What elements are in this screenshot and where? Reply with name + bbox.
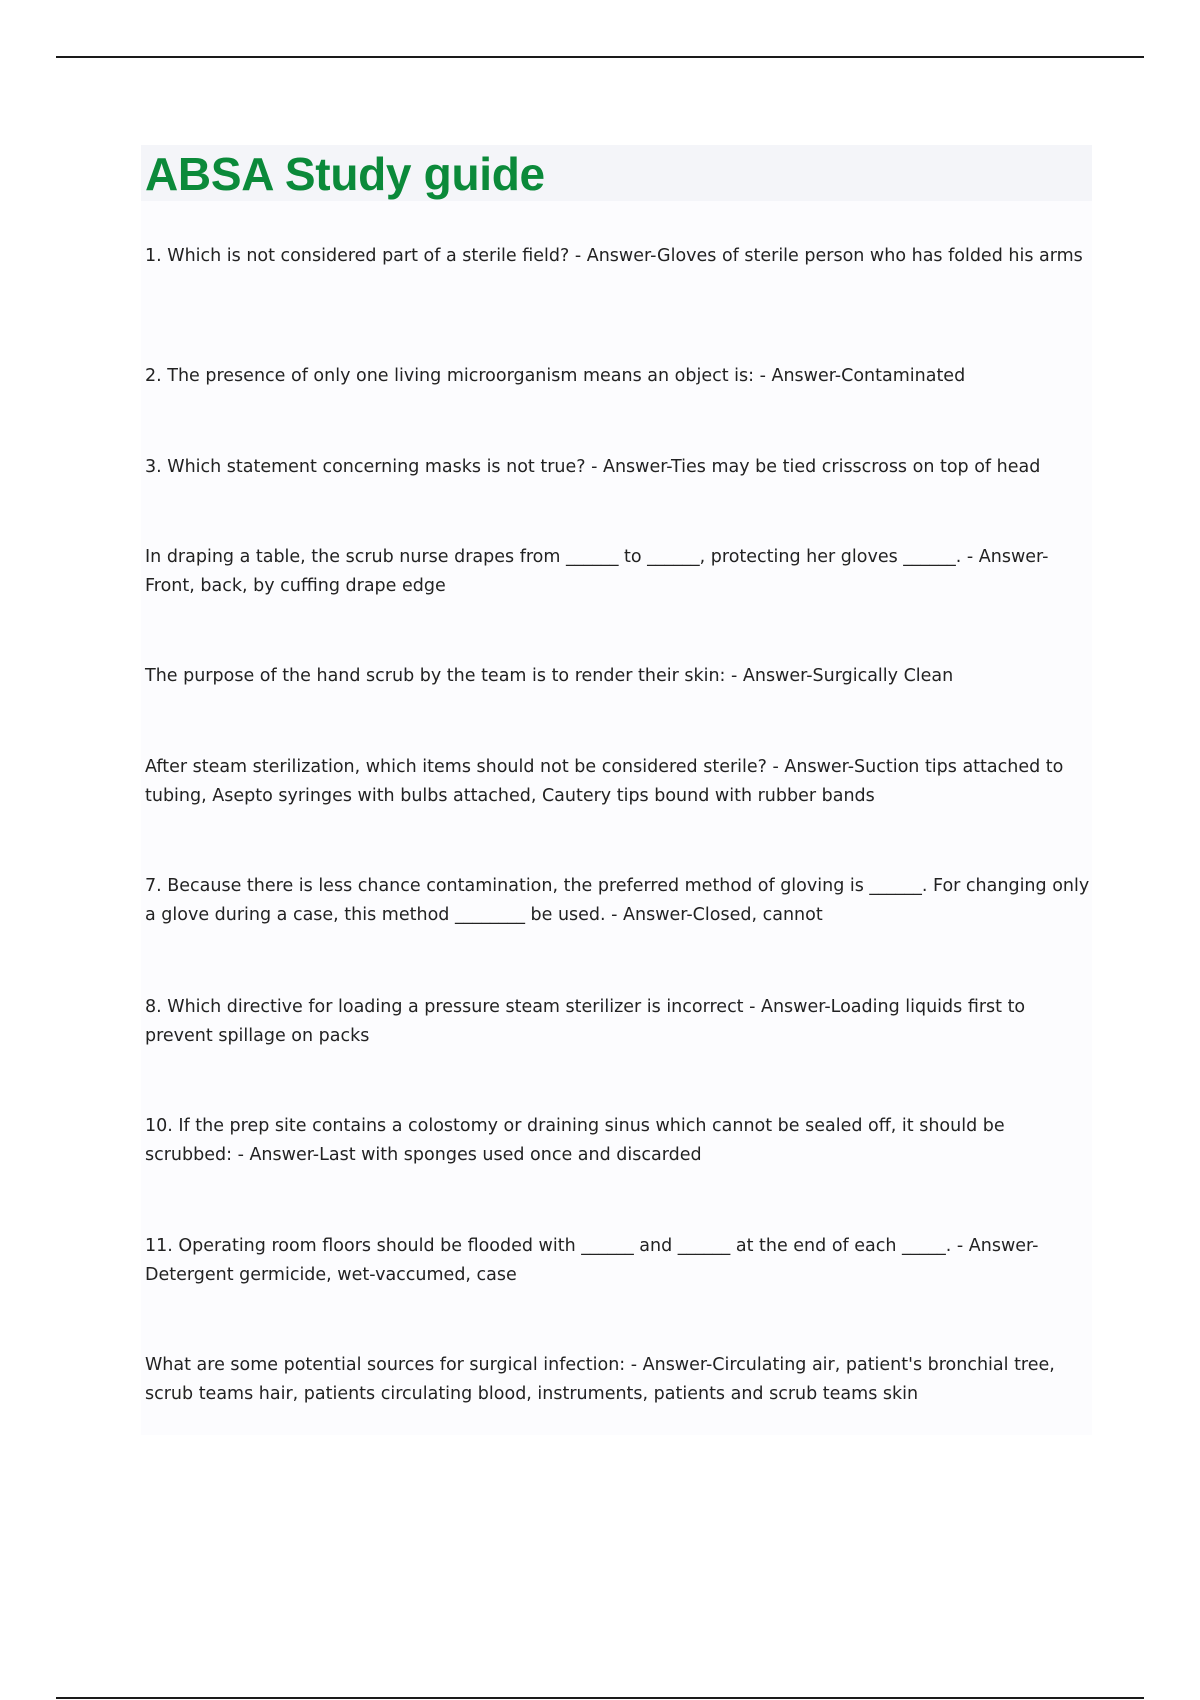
top-rule: [56, 56, 1144, 58]
study-item-11: What are some potential sources for surgical infection: - Answer-Circulating air, patient's bronchial tree, scrub teams hair, patients circulating blood, instruments, patients and scrub teams skin: [145, 1355, 1055, 1404]
study-item-1: 1. Which is not considered part of a sterile field? - Answer-Gloves of sterile person who has folded his arms: [145, 246, 1083, 266]
study-item-10: 11. Operating room floors should be flooded with ______ and ______ at the end of each _____. - Answer-Detergent germicide, wet-vaccumed, case: [145, 1236, 1039, 1285]
study-item-5: The purpose of the hand scrub by the team is to render their skin: - Answer-Surgically Clean: [145, 666, 954, 686]
study-item-9: 10. If the prep site contains a colostomy or draining sinus which cannot be sealed off, it should be scrubbed: - Answer-Last with sponges used once and discarded: [145, 1116, 1005, 1165]
study-item-8: 8. Which directive for loading a pressure steam sterilizer is incorrect - Answer-Loading liquids first to prevent spillage on packs: [145, 997, 1026, 1046]
study-item-7: 7. Because there is less chance contamination, the preferred method of gloving is ______. For changing only a glove during a case, this method ________ be used. - Answer-Closed, cannot: [145, 876, 1090, 925]
page-content: [141, 145, 1092, 1435]
page-title: ABSA Study guide: [145, 148, 545, 200]
bottom-rule: [56, 1697, 1144, 1699]
study-item-6: After steam sterilization, which items should not be considered sterile? - Answer-Suction tips attached to tubing, Asepto syringes with bulbs attached, Cautery tips bound with rubber bands: [145, 757, 1064, 806]
study-item-2: 2. The presence of only one living microorganism means an object is: - Answer-Contaminated: [145, 366, 966, 386]
study-item-3: 3. Which statement concerning masks is not true? - Answer-Ties may be tied crisscross on top of head: [145, 457, 1041, 477]
study-item-4: In draping a table, the scrub nurse drapes from ______ to ______, protecting her gloves ______. - Answer-Front, back, by cuffing drape edge: [145, 547, 1049, 596]
title-band: [141, 145, 1092, 201]
